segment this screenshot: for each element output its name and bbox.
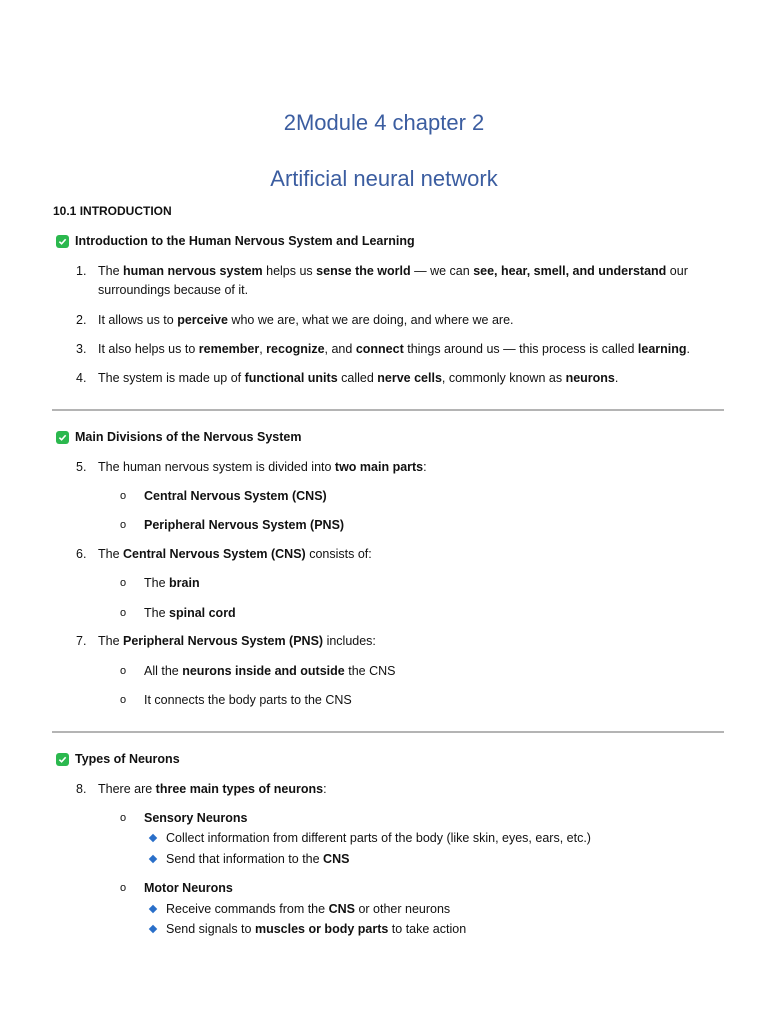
sub-item: o All the neurons inside and outside the CNS — [120, 662, 395, 681]
list-item-5 — [76, 458, 696, 477]
doc-title: 2Module 4 chapter 2 — [283, 110, 485, 135]
list-number: 2. — [76, 313, 87, 327]
list-text: The human nervous system is divided into two main parts: — [98, 460, 427, 474]
circle-bullet-icon: o — [120, 607, 127, 619]
diamond-bullet-icon — [149, 925, 157, 933]
point-item: Send signals to muscles or body parts to take action — [150, 920, 466, 939]
list-item-6 — [76, 545, 696, 564]
sub-item: o The brain — [120, 574, 200, 593]
circle-bullet-icon: o — [120, 694, 127, 706]
section-heading-label: Types of Neurons — [75, 752, 180, 766]
list-item-1 — [76, 262, 696, 300]
list-item-2 — [76, 311, 696, 330]
diamond-bullet-icon — [149, 905, 157, 913]
sub-item: o Central Nervous System (CNS) — [120, 487, 327, 506]
circle-bullet-icon: o — [120, 665, 127, 677]
sub-item: o It connects the body parts to the CNS — [120, 691, 352, 710]
check-box-icon — [56, 431, 69, 444]
circle-bullet-icon: o — [120, 882, 127, 894]
list-number: 1. — [76, 264, 87, 278]
list-text: The Central Nervous System (CNS) consists of: — [98, 547, 372, 561]
list-item-8 — [76, 780, 696, 799]
list-item-3 — [76, 340, 696, 359]
list-number: 7. — [76, 634, 87, 648]
list-number: 8. — [76, 782, 87, 796]
sub-item: o The spinal cord — [120, 604, 236, 623]
circle-bullet-icon: o — [120, 519, 127, 531]
list-item-4 — [76, 369, 696, 388]
section-heading-label: Main Divisions of the Nervous System — [75, 430, 302, 444]
list-text: There are three main types of neurons: — [98, 782, 327, 796]
section-number: 10.1 INTRODUCTION — [53, 204, 172, 218]
list-number: 4. — [76, 371, 87, 385]
point-item: Receive commands from the CNS or other neurons — [150, 900, 450, 919]
section-heading-divisions — [56, 430, 301, 444]
list-text: It allows us to perceive who we are, what we are doing, and where we are. — [98, 313, 514, 327]
list-number: 5. — [76, 460, 87, 474]
list-text: It also helps us to remember, recognize, and connect things around us — this process is called learning. — [98, 342, 691, 356]
circle-bullet-icon: o — [120, 490, 127, 502]
list-number: 3. — [76, 342, 87, 356]
sub-item: o Peripheral Nervous System (PNS) — [120, 516, 344, 535]
sub-item-sensory: o Sensory Neurons — [120, 809, 248, 828]
divider — [52, 731, 724, 733]
divider — [52, 409, 724, 411]
diamond-bullet-icon — [149, 855, 157, 863]
doc-subtitle: Artificial neural network — [270, 166, 498, 191]
point-item: Collect information from different parts of the body (like skin, eyes, ears, etc.) — [150, 829, 591, 848]
check-box-icon — [56, 753, 69, 766]
sub-item-motor: o Motor Neurons — [120, 879, 233, 898]
list-text: The Peripheral Nervous System (PNS) includes: — [98, 634, 376, 648]
list-number: 6. — [76, 547, 87, 561]
list-text: The human nervous system helps us sense the world — we can see, hear, smell, and understand our surroundings because of it. — [98, 264, 688, 297]
circle-bullet-icon: o — [120, 577, 127, 589]
section-heading-intro — [56, 234, 415, 248]
section-heading-label: Introduction to the Human Nervous System and Learning — [75, 234, 415, 248]
list-text: The system is made up of functional units called nerve cells, commonly known as neurons. — [98, 371, 619, 385]
list-item-7 — [76, 632, 696, 651]
section-heading-types — [56, 752, 180, 766]
point-item: Send that information to the CNS — [150, 850, 349, 869]
circle-bullet-icon: o — [120, 812, 127, 824]
diamond-bullet-icon — [149, 834, 157, 842]
check-box-icon — [56, 235, 69, 248]
